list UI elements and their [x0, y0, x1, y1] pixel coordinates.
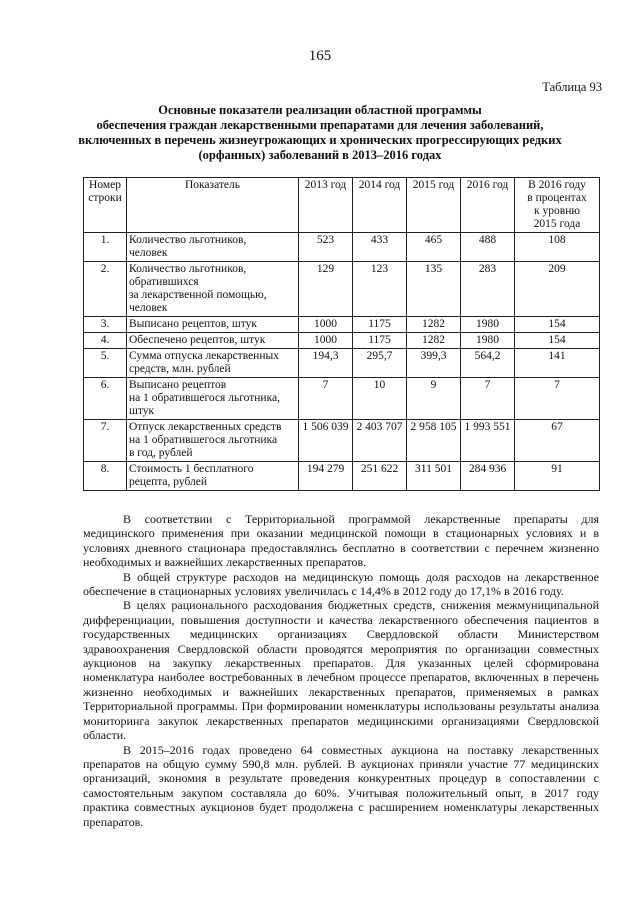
title-line: включенных в перечень жизнеугрожающих и хронических прогрессирующих редких	[78, 133, 562, 147]
cell-2016: 7	[461, 378, 515, 420]
header-percent: В 2016 году в процентах к уровню 2015 года	[515, 178, 600, 233]
header-2016: 2016 год	[461, 178, 515, 233]
table-row	[84, 262, 600, 317]
table-row	[84, 462, 600, 491]
header-2015: 2015 год	[407, 178, 461, 233]
table-label: Таблица 93	[542, 80, 602, 94]
cell-2015: 311 501	[407, 462, 461, 491]
paragraph: В 2015–2016 годах проведено 64 совместных аукциона на поставку лекарственных препаратов на общую сумму 590,8 млн. рублей. В аукционах приняли участие 77 медицинских организаций, экономия в результате проведения конкурентных процедур в сопоставлении с самостоятельным закупом составляла до 60%. Учитывая положительный опыт, в 2017 году практика совместных аукционов будет продолжена с расширением номенклатуры лекарственных препаратов.	[83, 742, 599, 829]
cell-2015: 465	[407, 233, 461, 262]
cell-2013: 7	[299, 378, 353, 420]
cell-2015: 135	[407, 262, 461, 317]
row-number: 2.	[84, 262, 127, 317]
table-row	[84, 317, 600, 333]
row-indicator: Сумма отпуска лекарственных средств, млн. рублей	[127, 349, 299, 378]
cell-2016: 1 993 551	[461, 420, 515, 462]
header-indicator: Показатель	[127, 178, 299, 233]
row-indicator: Количество льготников, человек	[127, 233, 299, 262]
cell-2016: 488	[461, 233, 515, 262]
header-2013: 2013 год	[299, 178, 353, 233]
cell-2014: 10	[353, 378, 407, 420]
cell-2013: 523	[299, 233, 353, 262]
table-row	[84, 378, 600, 420]
row-number: 7.	[84, 420, 127, 462]
cell-2016: 283	[461, 262, 515, 317]
cell-2016: 284 936	[461, 462, 515, 491]
cell-2016: 1980	[461, 333, 515, 349]
cell-2014: 2 403 707	[353, 420, 407, 462]
cell-2013: 129	[299, 262, 353, 317]
cell-2013: 1000	[299, 333, 353, 349]
table-row	[84, 349, 600, 378]
cell-percent: 7	[515, 378, 600, 420]
cell-2016: 564,2	[461, 349, 515, 378]
header-row-number: Номер строки	[84, 178, 127, 233]
cell-2015: 1282	[407, 317, 461, 333]
row-number: 1.	[84, 233, 127, 262]
cell-2013: 1 506 039	[299, 420, 353, 462]
cell-2014: 1175	[353, 333, 407, 349]
cell-2014: 123	[353, 262, 407, 317]
title-line: Основные показатели реализации областной программы	[158, 103, 482, 117]
table-row	[84, 233, 600, 262]
row-number: 6.	[84, 378, 127, 420]
table-row	[84, 420, 600, 462]
cell-2014: 433	[353, 233, 407, 262]
paragraph: В целях рационального расходования бюджетных средств, снижения межмуниципальной дифференциации, повышения доступности и качества лекарственного обеспечения пациентов в государственных медицинских организациях Свердловской области Министерством здравоохранения Свердловской области проводятся мероприятия по организации совместных аукционов на закупку лекарственных препаратов. Для указанных целей сформирована номенклатура наиболее востребованных в лечебном процессе препаратов, включенных в перечень жизненно необходимых и важнейших лекарственных препаратов, применяемых в рамках Территориальной программы. При формировании номенклатуры использованы результаты анализа мониторинга закупок лекарственных препаратов медицинскими организациями Свердловской области.	[83, 598, 599, 743]
cell-2013: 1000	[299, 317, 353, 333]
row-number: 5.	[84, 349, 127, 378]
cell-2016: 1980	[461, 317, 515, 333]
row-indicator: Количество льготников, обратившихся за лекарственной помощью, человек	[127, 262, 299, 317]
table-header-row	[84, 178, 600, 233]
cell-2015: 2 958 105	[407, 420, 461, 462]
cell-percent: 108	[515, 233, 600, 262]
cell-percent: 154	[515, 317, 600, 333]
paragraph: В соответствии с Территориальной программой лекарственные препараты для медицинского применения при оказании медицинской помощи в стационарных условиях и в условиях дневного стационара предоставлялись бесплатно в соответствии с перечнем жизненно необходимых и важнейших лекарственных препаратов.	[83, 512, 599, 570]
row-indicator: Обеспечено рецептов, штук	[127, 333, 299, 349]
cell-2014: 251 622	[353, 462, 407, 491]
cell-2015: 399,3	[407, 349, 461, 378]
cell-2013: 194 279	[299, 462, 353, 491]
table-title	[70, 103, 570, 163]
header-2014: 2014 год	[353, 178, 407, 233]
cell-percent: 154	[515, 333, 600, 349]
cell-2014: 295,7	[353, 349, 407, 378]
cell-2013: 194,3	[299, 349, 353, 378]
row-number: 4.	[84, 333, 127, 349]
cell-2015: 9	[407, 378, 461, 420]
title-line: (орфанных) заболеваний в 2013–2016 годах	[198, 148, 442, 162]
row-indicator: Отпуск лекарственных средств на 1 обратившегося льготника в год, рублей	[127, 420, 299, 462]
table-row	[84, 333, 600, 349]
row-indicator: Стоимость 1 бесплатного рецепта, рублей	[127, 462, 299, 491]
cell-percent: 209	[515, 262, 600, 317]
body-text	[83, 512, 599, 829]
paragraph: В общей структуре расходов на медицинскую помощь доля расходов на лекарственное обеспечение в стационарных условиях увеличилась с 14,4% в 2012 году до 17,1% в 2016 году.	[83, 569, 599, 599]
cell-percent: 91	[515, 462, 600, 491]
page-number: 165	[308, 48, 332, 64]
row-indicator: Выписано рецептов на 1 обратившегося льготника, штук	[127, 378, 299, 420]
indicators-table	[83, 177, 600, 491]
row-number: 3.	[84, 317, 127, 333]
cell-2014: 1175	[353, 317, 407, 333]
row-indicator: Выписано рецептов, штук	[127, 317, 299, 333]
title-line: обеспечения граждан лекарственными препаратами для лечения заболеваний,	[96, 118, 544, 132]
cell-2015: 1282	[407, 333, 461, 349]
row-number: 8.	[84, 462, 127, 491]
cell-percent: 67	[515, 420, 600, 462]
cell-percent: 141	[515, 349, 600, 378]
